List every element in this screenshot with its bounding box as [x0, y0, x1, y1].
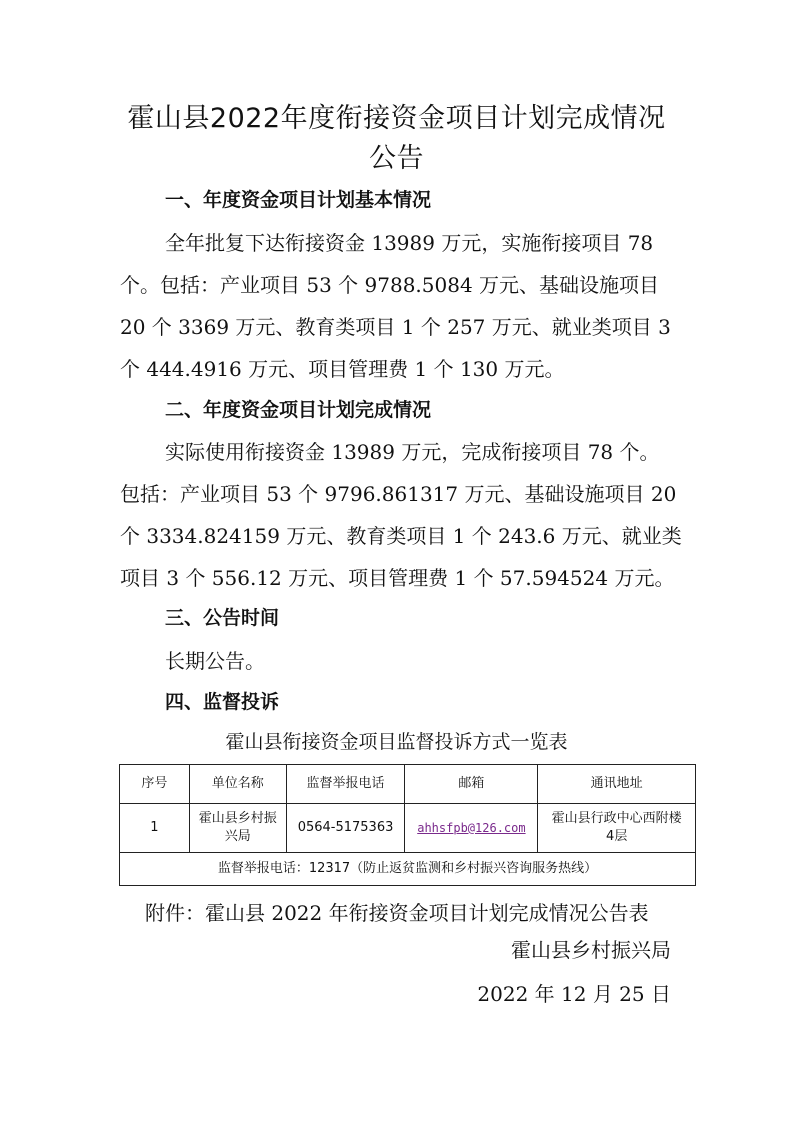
section3-heading: 三、公告时间: [165, 607, 280, 629]
address-line: 4层: [606, 829, 628, 844]
section3-line: 长期公告。: [165, 649, 265, 673]
table-header-cell: 邮箱: [405, 765, 538, 804]
section2-line: 实际使用衔接资金 13989 万元，完成衔接项目 78 个。: [165, 440, 660, 464]
table-header-cell: 通讯地址: [538, 765, 696, 804]
complaint-contacts-table: [119, 764, 696, 886]
table-title: 霍山县衔接资金项目监督投诉方式一览表: [225, 731, 568, 753]
table-header-cell: 序号: [120, 765, 190, 804]
phone-cell: 0564-5175363: [286, 804, 405, 853]
section1-line: 个 444.4916 万元、项目管理费 1 个 130 万元。: [120, 357, 565, 381]
unit-name-line: 霍山县乡村振: [198, 811, 277, 826]
section1-line: 20 个 3369 万元、教育类项目 1 个 257 万元、就业类项目 3: [120, 315, 671, 339]
section1-heading: 一、年度资金项目计划基本情况: [165, 189, 432, 211]
section2-line: 个 3334.824159 万元、教育类项目 1 个 243.6 万元、就业类: [120, 524, 682, 548]
page-title: 霍山县2022年度衔接资金项目计划完成情况: [127, 103, 666, 134]
address-cell: [538, 804, 696, 853]
hotline-note: 监督举报电话：12317（防止返贫监测和乡村振兴咨询服务热线）: [120, 853, 696, 886]
section2-line: 包括：产业项目 53 个 9796.861317 万元、基础设施项目 20: [120, 482, 677, 506]
page-title-line2: 公告: [369, 143, 424, 174]
unit-name-cell: [189, 804, 286, 853]
email-link[interactable]: ahhsfpb@126.com: [417, 820, 526, 835]
table-row: [120, 804, 696, 853]
signature-date: 2022 年 12 月 25 日: [477, 982, 671, 1006]
table-header-row: [120, 765, 696, 804]
table-header-cell: 监督举报电话: [286, 765, 405, 804]
section1-line: 个。包括：产业项目 53 个 9788.5084 万元、基础设施项目: [120, 273, 660, 297]
section2-line: 项目 3 个 556.12 万元、项目管理费 1 个 57.594524 万元。: [120, 566, 675, 590]
unit-name-line: 兴局: [224, 829, 251, 844]
section4-heading: 四、监督投诉: [165, 691, 280, 713]
section2-heading: 二、年度资金项目计划完成情况: [165, 399, 432, 421]
table-header-cell: 单位名称: [189, 765, 286, 804]
address-line: 霍山县行政中心西附楼: [551, 811, 682, 826]
table-footer-row: [120, 853, 696, 886]
section1-line: 全年批复下达衔接资金 13989 万元，实施衔接项目 78: [165, 231, 654, 255]
row-index: 1: [120, 804, 190, 853]
attachment-note: 附件：霍山县 2022 年衔接资金项目计划完成情况公告表: [145, 901, 649, 925]
signature-org: 霍山县乡村振兴局: [511, 938, 671, 962]
email-cell: [405, 804, 538, 853]
